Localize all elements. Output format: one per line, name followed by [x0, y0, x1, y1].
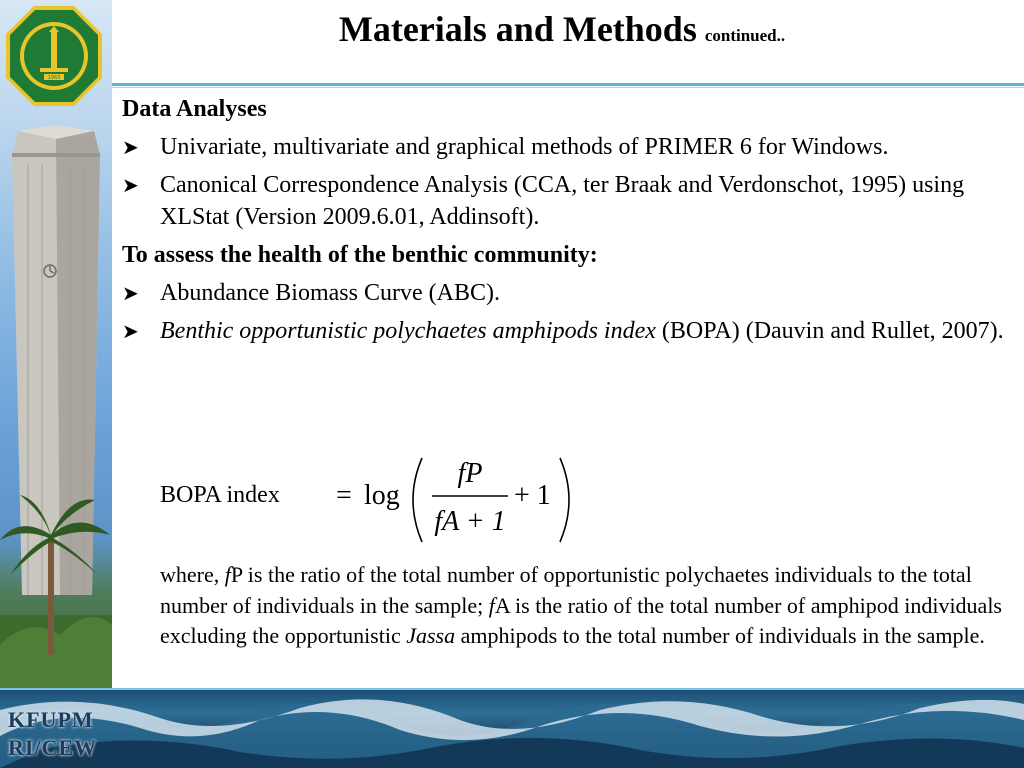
- desc-italic-f: f: [224, 562, 231, 587]
- waves-image: [0, 690, 1024, 768]
- left-paren: [413, 458, 422, 542]
- palm-trees-image: [0, 495, 112, 690]
- desc-italic-jassa: Jassa: [406, 623, 456, 648]
- footer-line: KFUPM: [8, 707, 94, 732]
- bullet-item: [122, 131, 1006, 163]
- arrowhead-bullet-icon: ➤: [122, 319, 139, 343]
- heading-data-analyses: Data Analyses: [122, 96, 267, 122]
- desc-text: P is the ratio of the total number of opportunistic polychaetes individuals to the total number of individuals in the sample;: [160, 562, 972, 618]
- slide-title: [120, 8, 1004, 50]
- right-paren: [560, 458, 569, 542]
- title-divider: [112, 83, 1024, 86]
- bullet-item: [122, 277, 1006, 309]
- bopa-formula: [160, 452, 760, 548]
- slide-content: [122, 93, 1006, 347]
- title-divider-secondary: [112, 87, 1024, 88]
- desc-text: where,: [160, 562, 225, 587]
- desc-text: A is the ratio of the total number of amphipod individuals excluding the opportunistic: [160, 592, 1002, 648]
- svg-text:1963: 1963: [47, 75, 61, 81]
- formula-log: log: [364, 480, 400, 511]
- arrowhead-bullet-icon: ➤: [122, 135, 139, 159]
- formula-numerator: fP: [457, 458, 483, 489]
- desc-text: amphipods to the total number of individuals in the sample.: [455, 623, 985, 648]
- desc-italic-f: f: [488, 592, 495, 618]
- bullet-item: [122, 315, 1006, 347]
- formula-label: BOPA index: [160, 482, 280, 508]
- formula-equals: =: [336, 480, 352, 511]
- formula-denominator: fA + 1: [434, 506, 506, 537]
- bullet-item: [122, 169, 1006, 233]
- university-logo: [4, 4, 104, 108]
- heading-benthic-health: To assess the health of the benthic community:: [122, 242, 598, 268]
- formula-description: [160, 560, 1010, 652]
- bullet-text: Abundance Biomass Curve (ABC).: [160, 280, 500, 306]
- arrowhead-bullet-icon: ➤: [122, 281, 139, 305]
- title-main-text: Materials and Methods: [338, 9, 697, 49]
- ocean-waves-banner: [0, 690, 1024, 768]
- formula-plus-one: + 1: [514, 480, 551, 511]
- title-continued-text: continued..: [704, 26, 786, 45]
- footer-line: RI/CEW: [8, 735, 98, 760]
- bullet-text-italic: Benthic opportunistic polychaetes amphipods index: [160, 318, 656, 344]
- footer-organization: [8, 706, 97, 762]
- formula-expression: [336, 452, 756, 548]
- bullet-text: Canonical Correspondence Analysis (CCA, ter Braak and Verdonschot, 1995) using XLStat (Version 2009.6.01, Addinsoft).: [160, 172, 965, 230]
- bullet-text: Univariate, multivariate and graphical methods of PRIMER 6 for Windows.: [160, 134, 889, 160]
- arrowhead-bullet-icon: ➤: [122, 173, 139, 197]
- bullet-text: (BOPA) (Dauvin and Rullet, 2007).: [655, 318, 1004, 344]
